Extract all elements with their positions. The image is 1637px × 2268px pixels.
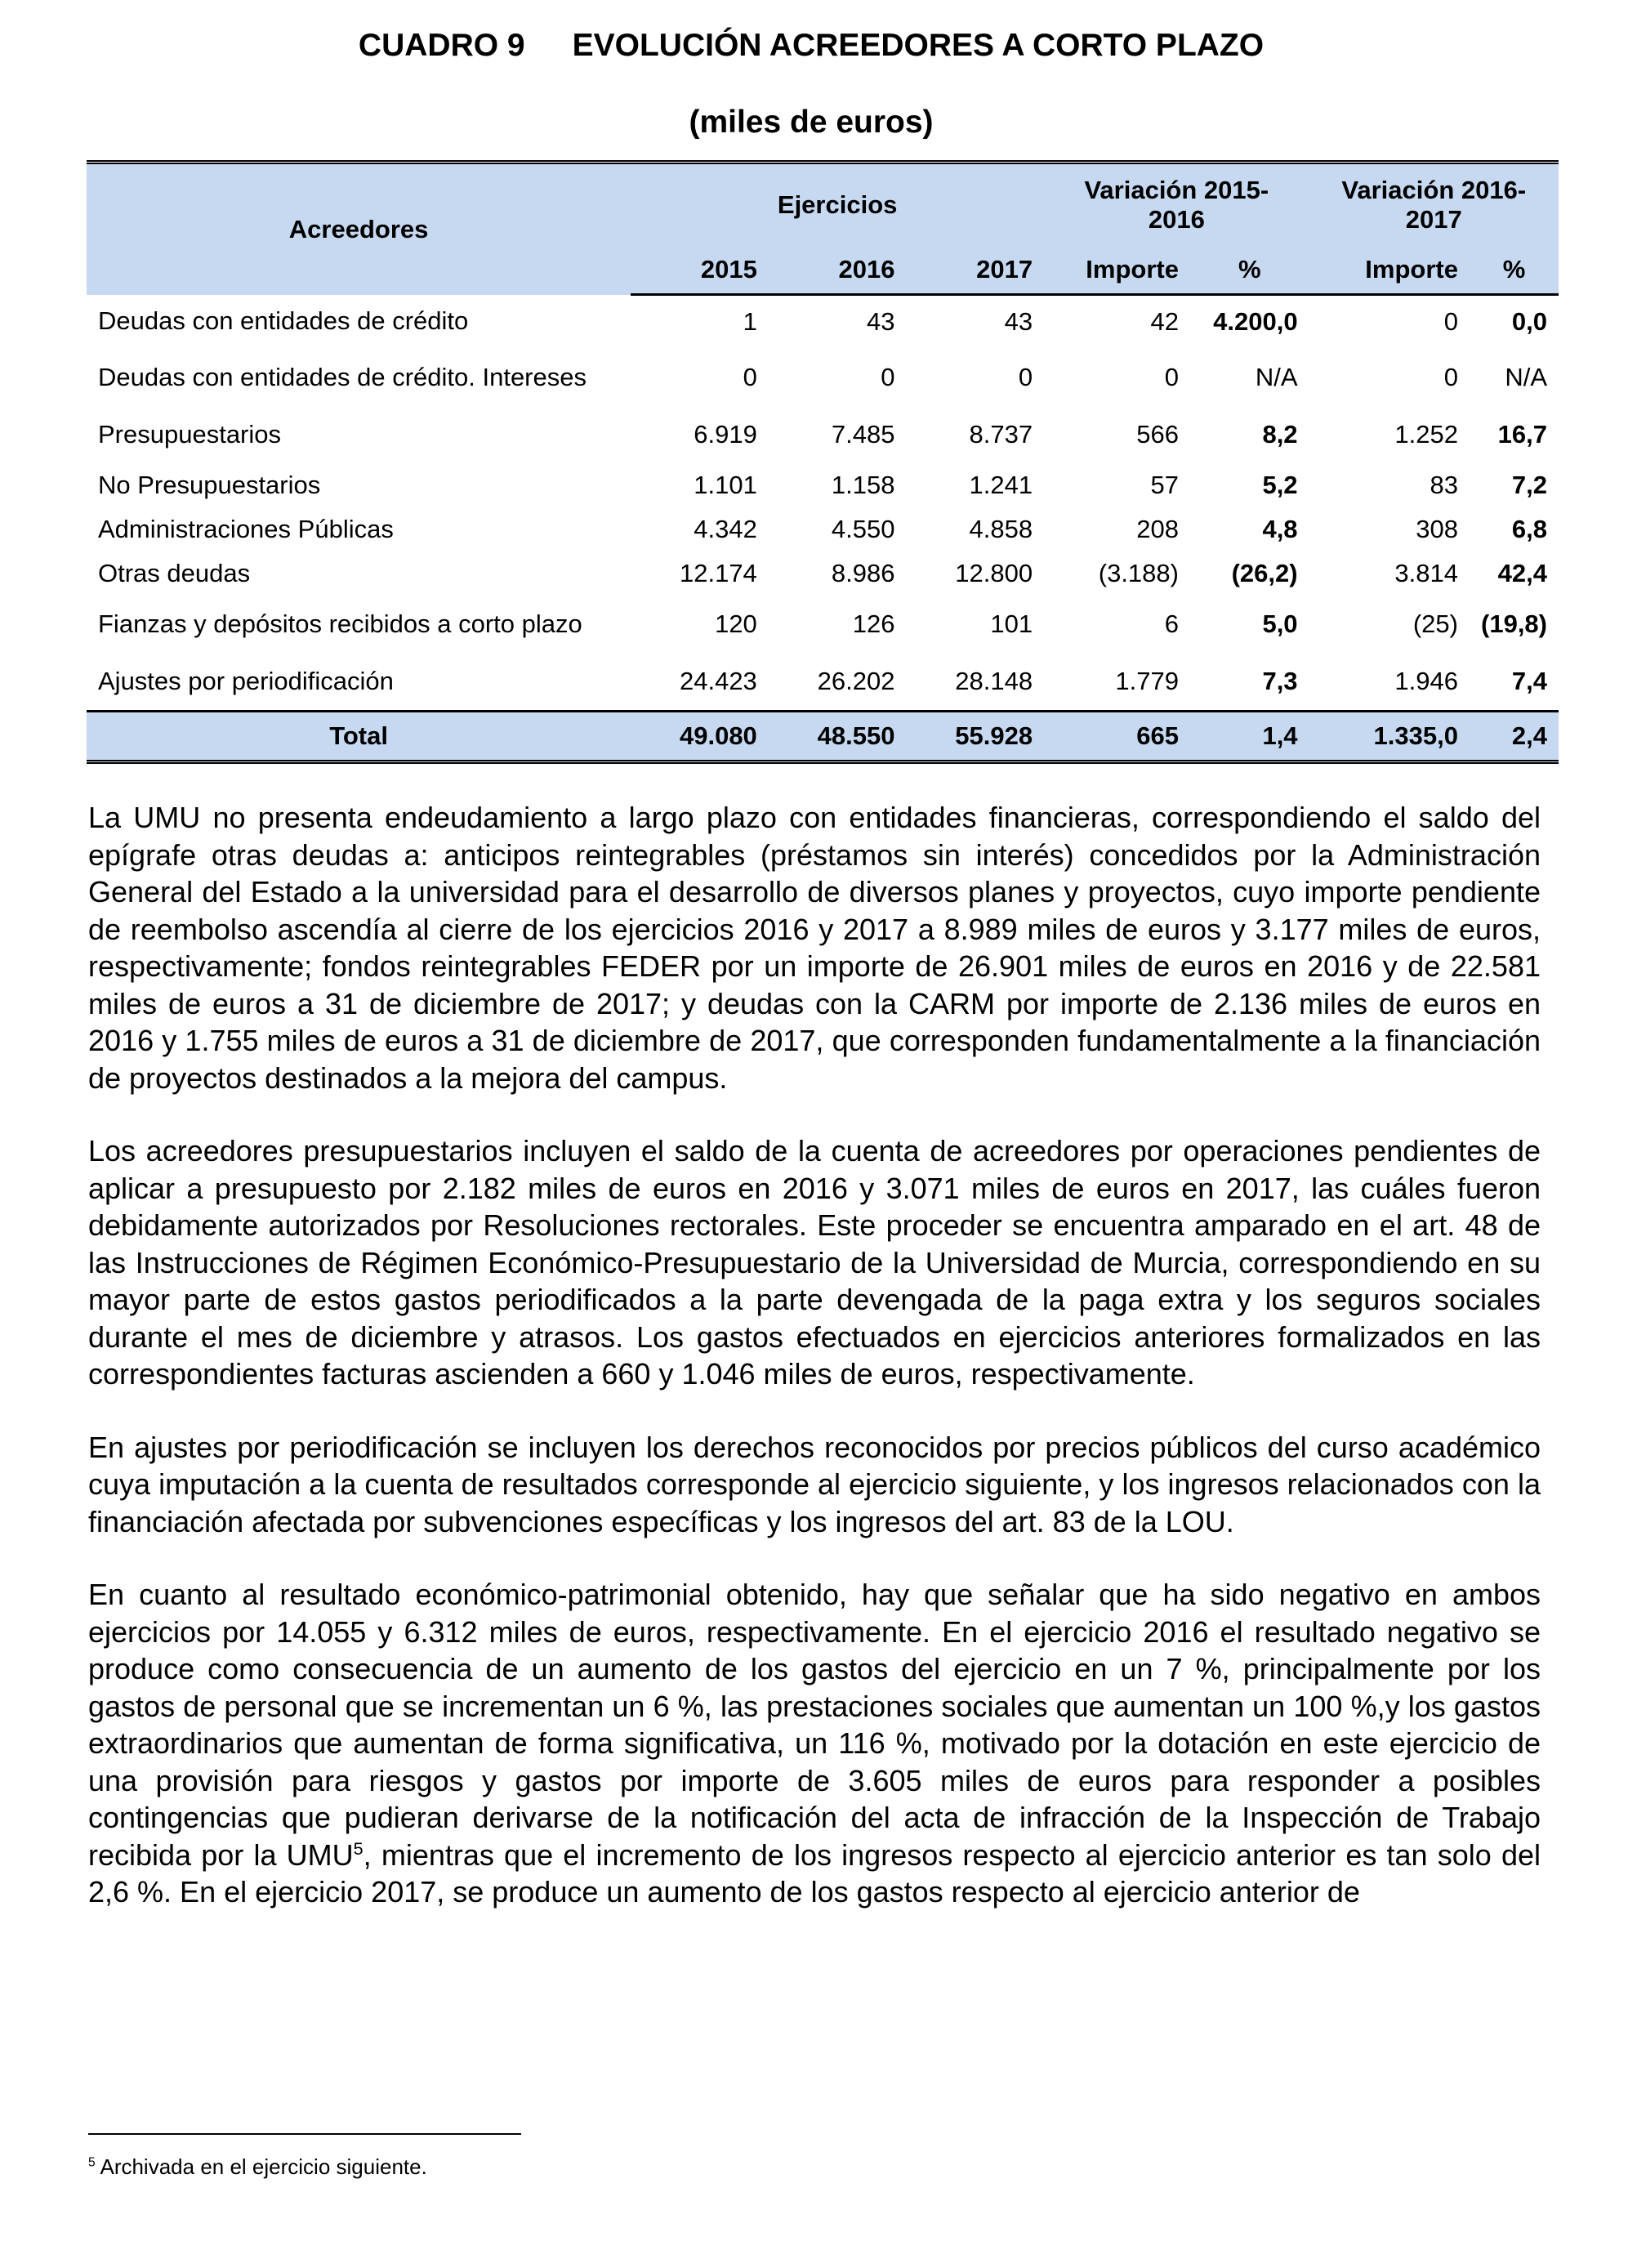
header-row-1 xyxy=(87,163,1559,247)
cell-importe-2: 1.252 xyxy=(1394,420,1458,449)
header-2017: 2017 xyxy=(906,246,1044,295)
cell-pct-1: 7,3 xyxy=(1262,667,1298,695)
cell-importe-1: (3.188) xyxy=(1098,559,1179,587)
header-var1-line1: Variación 2015- xyxy=(1084,176,1269,204)
cell-2017: 43 xyxy=(1004,307,1033,336)
footnote-number: 5 xyxy=(88,2155,96,2170)
cell-2016: 4.550 xyxy=(831,515,895,543)
cell-2017: 28.148 xyxy=(955,667,1033,695)
footnote-text: Archivada en el ejercicio siguiente. xyxy=(95,2154,427,2179)
caption-label: CUADRO 9 xyxy=(358,28,525,63)
total-pct-1: 1,4 xyxy=(1190,712,1309,762)
cell-2017: 12.800 xyxy=(955,559,1033,587)
cell-importe-2: (25) xyxy=(1412,609,1458,638)
cell-2017: 1.241 xyxy=(969,471,1033,499)
cell-pct-2: 42,4 xyxy=(1497,559,1547,587)
cell-importe-2: 1.946 xyxy=(1394,667,1458,695)
row-label: No Presupuestarios xyxy=(98,471,321,499)
cell-importe-1: 0 xyxy=(1164,362,1179,391)
cell-2016: 7.485 xyxy=(831,420,895,449)
cell-importe-2: 0 xyxy=(1443,362,1458,391)
cell-importe-2: 308 xyxy=(1416,515,1458,543)
cell-2015: 6.919 xyxy=(694,420,757,449)
table-row xyxy=(87,653,1559,712)
cell-2015: 24.423 xyxy=(679,667,757,695)
table-row xyxy=(87,551,1559,596)
paragraph: Los acreedores presupuestarios incluyen el saldo de la cuenta de acreedores por operaciones pendientes de aplicar a presupuesto por 2.182 miles de euros en 2016 y 3.071 miles de euros en 2017, las cuáles fueron debidamente autorizados por Resoluciones rectorales. Este proceder se encuentra amparado en el art. 48 de las Instrucciones de Régimen Económico-Presupuestario de la Universidad de Murcia, correspondiendo en su mayor parte de estos gastos periodificados a la parte devengada de la paga extra y los seguros sociales durante el mes de diciembre y atrasos. Los gastos efectuados en ejercicios anteriores formalizados en las correspondientes facturas ascienden a 660 y 1.046 miles de euros, respectivamente. xyxy=(88,1134,1541,1391)
header-ejercicios: Ejercicios xyxy=(631,163,1044,247)
cell-pct-2: 7,2 xyxy=(1511,471,1547,499)
footnote-reference: 5 xyxy=(353,1837,364,1859)
cell-importe-2: 3.814 xyxy=(1394,559,1458,587)
paragraph: La UMU no presenta endeudamiento a largo plazo con entidades financieras, correspondiendo el saldo del epígrafe otras deudas a: anticipos reintegrables (préstamos sin interés) concedidos por la Administración General del Estado a la universidad para el desarrollo de diversos planes y proyectos, cuyo importe pendiente de reembolso ascendía al cierre de los ejercicios 2016 y 2017 a 8.989 miles de euros y 3.177 miles de euros, respectivamente; fondos reintegrables FEDER por un importe de 26.901 miles de euros en 2016 y de 22.581 miles de euros a 31 de diciembre de 2017; y deudas con la CARM por importe de 2.136 miles de euros en 2016 y 1.755 miles de euros a 31 de diciembre de 2017, que corresponden fundamentalmente a la financiación de proyectos destinados a la mejora del campus. xyxy=(88,801,1541,1095)
table-row xyxy=(87,463,1559,507)
cell-2016: 126 xyxy=(852,609,895,638)
total-label: Total xyxy=(87,712,631,762)
total-2017: 55.928 xyxy=(906,712,1044,762)
cell-importe-1: 1.779 xyxy=(1115,667,1179,695)
cell-pct-1: 4,8 xyxy=(1262,515,1298,543)
header-2015: 2015 xyxy=(631,246,769,295)
paragraph-text: En cuanto al resultado económico-patrimonial obtenido, hay que señalar que ha sido negativo en ambos ejercicios por 14.055 y 6.312 miles de euros, respectivamente. En el ejercicio 2016 el resultado negativo se produce como consecuencia de un aumento de los gastos del ejercicio en un 7 %, principalmente por los gastos de personal que se incrementan un 6 %, las prestaciones sociales que aumentan un 100 %,y los gastos extraordinarios que aumentan de forma significativa, un 116 %, motivado por la dotación en este ejercicio de una provisión para riesgos y gastos por importe de 3.605 miles de euros para responder a posibles contingencias que pudieran derivarse de la notificación del acta de infracción de la Inspección de Trabajo recibida por la UMU xyxy=(88,1578,1541,1872)
total-2015: 49.080 xyxy=(631,712,769,762)
table-units: (miles de euros) xyxy=(689,105,934,140)
cell-2017: 4.858 xyxy=(969,515,1033,543)
cell-pct-2: N/A xyxy=(1505,362,1547,391)
cell-pct-2: (19,8) xyxy=(1481,609,1547,638)
cell-2017: 0 xyxy=(1018,362,1033,391)
cell-importe-2: 83 xyxy=(1430,471,1458,499)
paragraph: En ajustes por periodificación se incluyen los derechos reconocidos por precios públicos del curso académico cuya imputación a la cuenta de resultados corresponde al ejercicio siguiente, y los ingresos relacionados con la financiación afectada por subvenciones específicas y los ingresos del art. 83 de la LOU. xyxy=(88,1430,1541,1538)
row-label: Ajustes por periodificación xyxy=(98,667,394,695)
cell-2017: 101 xyxy=(990,609,1033,638)
cell-pct-1: N/A xyxy=(1255,362,1298,391)
footnote-separator xyxy=(88,2133,521,2135)
cell-2015: 1.101 xyxy=(694,471,757,499)
caption-text: EVOLUCIÓN ACREEDORES A CORTO PLAZO xyxy=(572,28,1265,63)
header-variacion-2015-2016 xyxy=(1044,163,1309,247)
cell-importe-1: 57 xyxy=(1150,471,1179,499)
table-row xyxy=(87,295,1559,349)
table-row xyxy=(87,406,1559,463)
table-caption xyxy=(0,28,1622,64)
cell-pct-1: 4.200,0 xyxy=(1213,307,1298,336)
cell-2016: 8.986 xyxy=(831,559,895,587)
cell-pct-2: 0,0 xyxy=(1511,307,1547,336)
header-2016: 2016 xyxy=(769,246,907,295)
cell-2017: 8.737 xyxy=(969,420,1033,449)
cell-pct-1: 5,2 xyxy=(1262,471,1298,499)
row-label: Administraciones Públicas xyxy=(98,515,394,543)
cell-importe-1: 42 xyxy=(1150,307,1179,336)
cell-importe-1: 208 xyxy=(1136,515,1179,543)
row-label: Fianzas y depósitos recibidos a corto plazo xyxy=(98,609,582,638)
paragraph xyxy=(88,1576,1541,1911)
cell-pct-2: 16,7 xyxy=(1497,420,1547,449)
cell-pct-1: 5,0 xyxy=(1262,609,1298,638)
total-importe-1: 665 xyxy=(1044,712,1190,762)
cell-pct-2: 6,8 xyxy=(1511,515,1547,543)
header-importe-2: Importe xyxy=(1309,246,1470,295)
row-label: Otras deudas xyxy=(98,559,251,587)
header-var2-line1: Variación 2016- xyxy=(1341,176,1527,204)
cell-pct-2: 7,4 xyxy=(1511,667,1547,695)
cell-2015: 1 xyxy=(743,307,757,336)
header-acreedores: Acreedores xyxy=(87,163,631,295)
creditors-table xyxy=(87,160,1559,764)
row-label: Presupuestarios xyxy=(98,420,282,449)
cell-2015: 0 xyxy=(743,362,757,391)
header-var1-line2: 2016 xyxy=(1148,205,1205,234)
cell-pct-1: 8,2 xyxy=(1262,420,1298,449)
cell-importe-1: 566 xyxy=(1136,420,1179,449)
body-text xyxy=(88,799,1541,1947)
header-variacion-2016-2017 xyxy=(1309,163,1559,247)
header-importe-1: Importe xyxy=(1044,246,1190,295)
table-row xyxy=(87,596,1559,653)
header-var2-line2: 2017 xyxy=(1405,205,1462,234)
total-row xyxy=(87,712,1559,762)
header-pct-1: % xyxy=(1190,246,1309,295)
cell-2016: 43 xyxy=(866,307,895,336)
row-label: Deudas con entidades de crédito. Intereses xyxy=(98,362,587,391)
table-row xyxy=(87,348,1559,406)
total-2016: 48.550 xyxy=(769,712,907,762)
cell-2015: 120 xyxy=(715,609,757,638)
cell-importe-2: 0 xyxy=(1443,307,1458,336)
cell-importe-1: 6 xyxy=(1164,609,1179,638)
cell-2015: 12.174 xyxy=(679,559,757,587)
table-row xyxy=(87,507,1559,551)
total-pct-2: 2,4 xyxy=(1470,712,1559,762)
footnote xyxy=(88,2154,427,2180)
total-importe-2: 1.335,0 xyxy=(1309,712,1470,762)
cell-2016: 1.158 xyxy=(831,471,895,499)
paragraph-text-cont: , mientras que el incremento de los ingresos respecto al ejercicio anterior es tan solo del 2,6 %. En el ejercicio 2017, se produce un aumento de los gastos respecto al ejercicio anterior de xyxy=(88,1837,1541,1909)
cell-2015: 4.342 xyxy=(694,515,757,543)
cell-pct-1: (26,2) xyxy=(1231,559,1298,587)
header-pct-2: % xyxy=(1470,246,1559,295)
row-label: Deudas con entidades de crédito xyxy=(98,306,469,336)
cell-2016: 0 xyxy=(881,362,895,391)
cell-2016: 26.202 xyxy=(817,667,895,695)
